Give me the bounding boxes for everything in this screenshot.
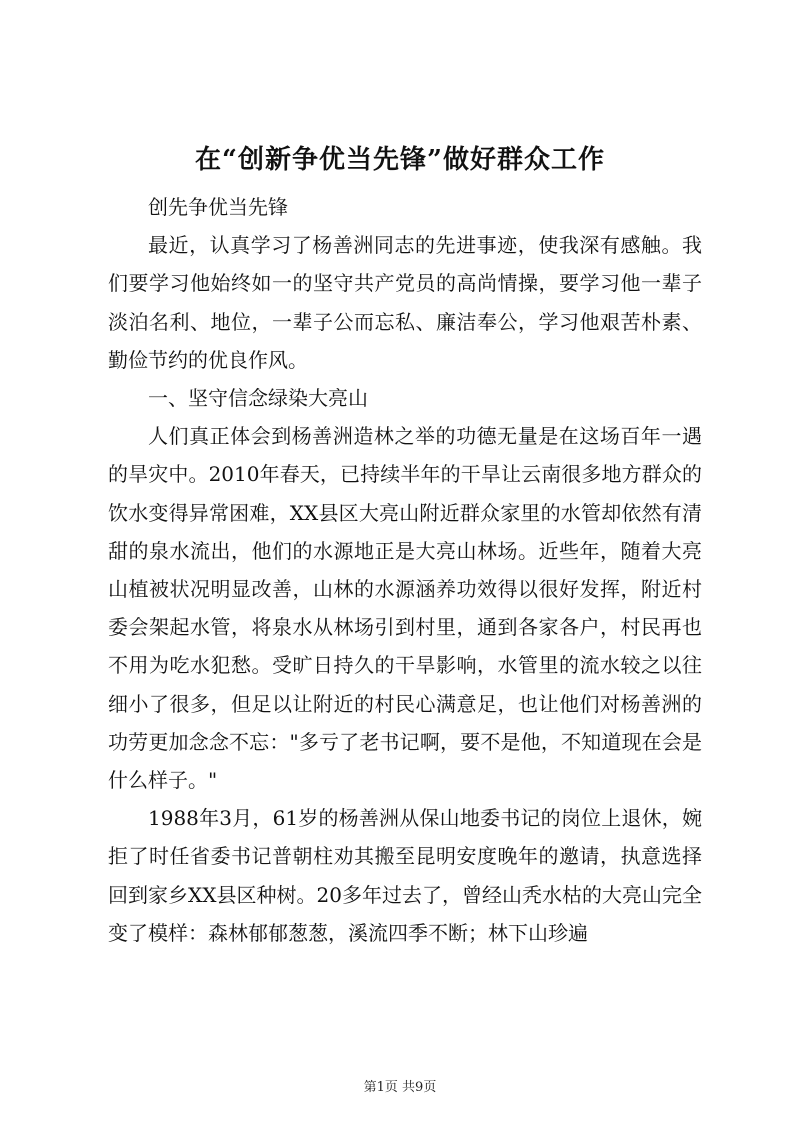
document-title: 在“创新争优当先锋”做好群众工作 [195,145,605,175]
document-body [108,188,702,952]
body-paragraph: 人们真正体会到杨善洲造林之举的功德无量是在这场百年一遇的旱灾中。2010年春天，已持续半年的干旱让云南很多地方群众的饮水变得异常困难，XX县区大亮山附近群众家里的水管却依然有清甜的泉水流出，他们的水源地正是大亮山林场。近些年，随着大亮山植被状况明显改善，山林的水源涵养功效得以很好发挥，附近村委会架起水管，将泉水从林场引到村里，通到各家各户，村民再也不用为吃水犯愁。受旷日持久的干旱影响，水管里的流水较之以往细小了很多，但足以让附近的村民心满意足，也让他们对杨善洲的功劳更加念念不忘："多亏了老书记啊，要不是他，不知道现在会是什么样子。" [108,424,702,793]
intro-paragraph: 最近，认真学习了杨善洲同志的先进事迹，使我深有感触。我们要学习他始终如一的坚守共产党员的高尚情操，要学习他一辈子淡泊名利、地位，一辈子公而忘私、廉洁奉公，学习他艰苦朴素、勤俭节约的优良作风。 [108,233,702,372]
body-paragraph: 1988年3月，61岁的杨善洲从保山地委书记的岗位上退休，婉拒了时任省委书记普朝柱劝其搬至昆明安度晚年的邀请，执意选择回到家乡XX县区种树。20多年过去了，曾经山秃水枯的大亮山完全变了模样：森林郁郁葱葱，溪流四季不断；林下山珍遍 [108,806,702,945]
section-heading: 一、坚守信念绿染大亮山 [148,386,368,411]
page-footer: 第1页 共9页 [363,1080,437,1095]
section-subtitle: 创先争优当先锋 [148,195,288,219]
